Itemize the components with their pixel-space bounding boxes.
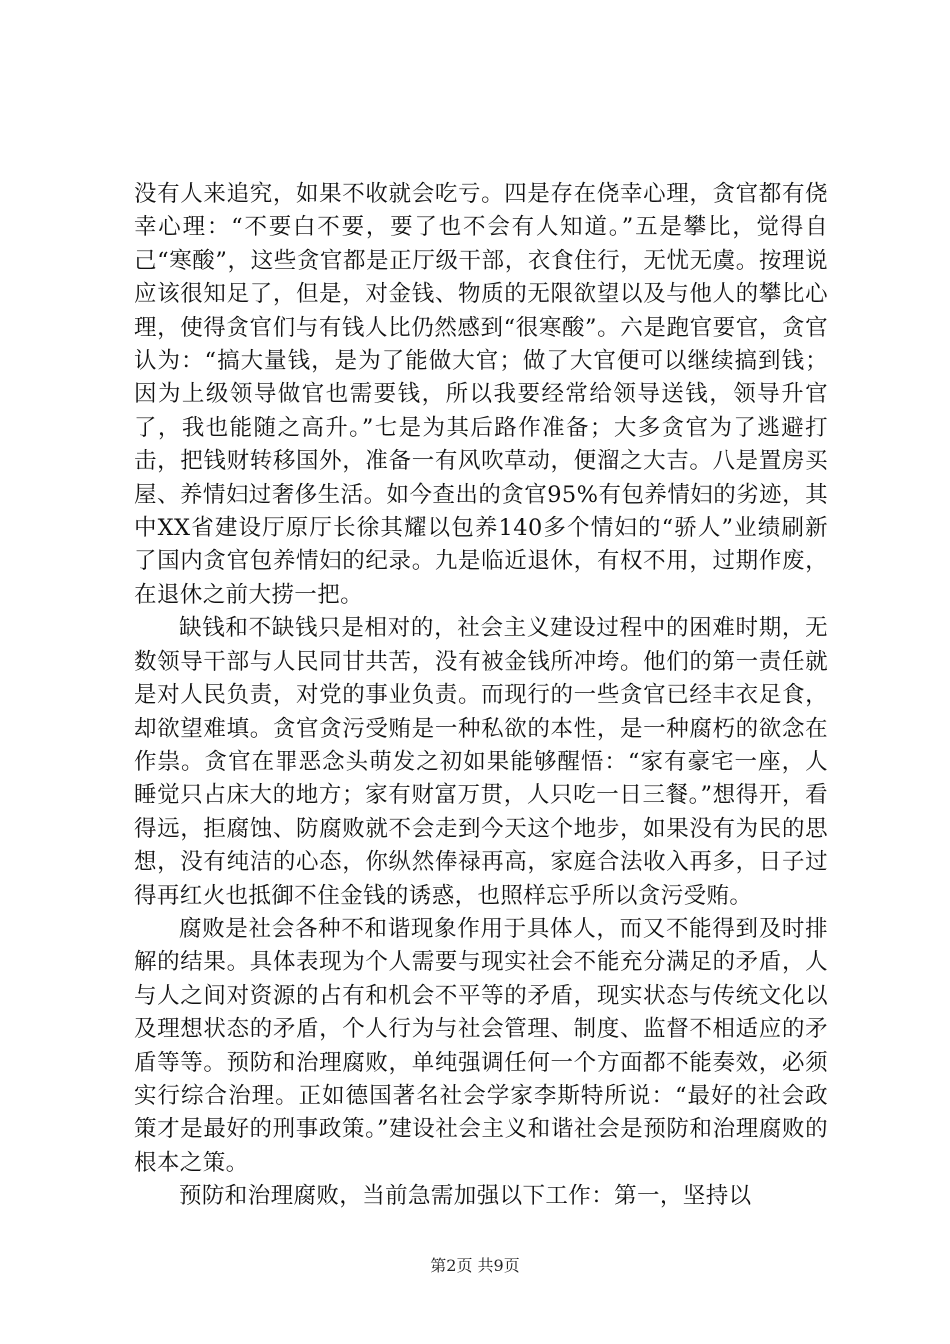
paragraph-2: 缺钱和不缺钱只是相对的，社会主义建设过程中的困难时期，无数领导干部与人民同甘共苦，没有被金钱所冲垮。他们的第一责任就是对人民负责，对党的事业负责。而现行的一些贪官已经丰衣足食，却欲望难填。贪官贪污受贿是一种私欲的本性，是一种腐朽的欲念在作祟。贪官在罪恶念头萌发之初如果能够醒悟：“家有豪宅一座，人睡觉只占床大的地方；家有财富万贯，人只吃一日三餐。”想得开，看得远，拒腐蚀、防腐败就不会走到今天这个地步，如果没有为民的思想，没有纯洁的心态，你纵然俸禄再高，家庭合法收入再多，日子过得再红火也抵御不住金钱的诱惑，也照样忘乎所以贪污受贿。	[134, 615, 828, 909]
page-number-footer: 第2页 共9页	[430, 1256, 520, 1275]
paragraph-4: 预防和治理腐败，当前急需加强以下工作：第一，坚持以	[179, 1183, 752, 1210]
paragraph-3: 腐败是社会各种不和谐现象作用于具体人，而又不能得到及时排解的结果。具体表现为个人需要与现实社会不能充分满足的矛盾，人与人之间对资源的占有和机会不平等的矛盾，现实状态与传统文化以及理想状态的矛盾，个人行为与社会管理、制度、监督不相适应的矛盾等等。预防和治理腐败，单纯强调任何一个方面都不能奏效，必须实行综合治理。正如德国著名社会学家李斯特所说：“最好的社会政策才是最好的刑事政策。”建设社会主义和谐社会是预防和治理腐败的根本之策。	[134, 915, 828, 1176]
paragraph-1: 没有人来追究，如果不收就会吃亏。四是存在侥幸心理，贪官都有侥幸心理：“不要白不要，要了也不会有人知道。”五是攀比，觉得自己“寒酸”，这些贪官都是正厅级干部，衣食住行，无忧无虞。按理说应该很知足了，但是，对金钱、物质的无限欲望以及与他人的攀比心理，使得贪官们与有钱人比仍然感到“很寒酸”。六是跑官要官，贪官认为：“搞大量钱，是为了能做大官；做了大官便可以继续搞到钱；因为上级领导做官也需要钱，所以我要经常给领导送钱，领导升官了，我也能随之高升。”七是为其后路作准备；大多贪官为了逃避打击，把钱财转移国外，准备一有风吹草动，便溜之大吉。八是置房买屋、养情妇过奢侈生活。如今查出的贪官95%有包养情妇的劣迹，其中XX省建设厅原厅长徐其耀以包养140多个情妇的“骄人”业绩刷新了国内贪官包养情妇的纪录。九是临近退休，有权不用，过期作废，在退休之前大捞一把。	[134, 181, 828, 608]
body-text	[134, 178, 828, 1214]
